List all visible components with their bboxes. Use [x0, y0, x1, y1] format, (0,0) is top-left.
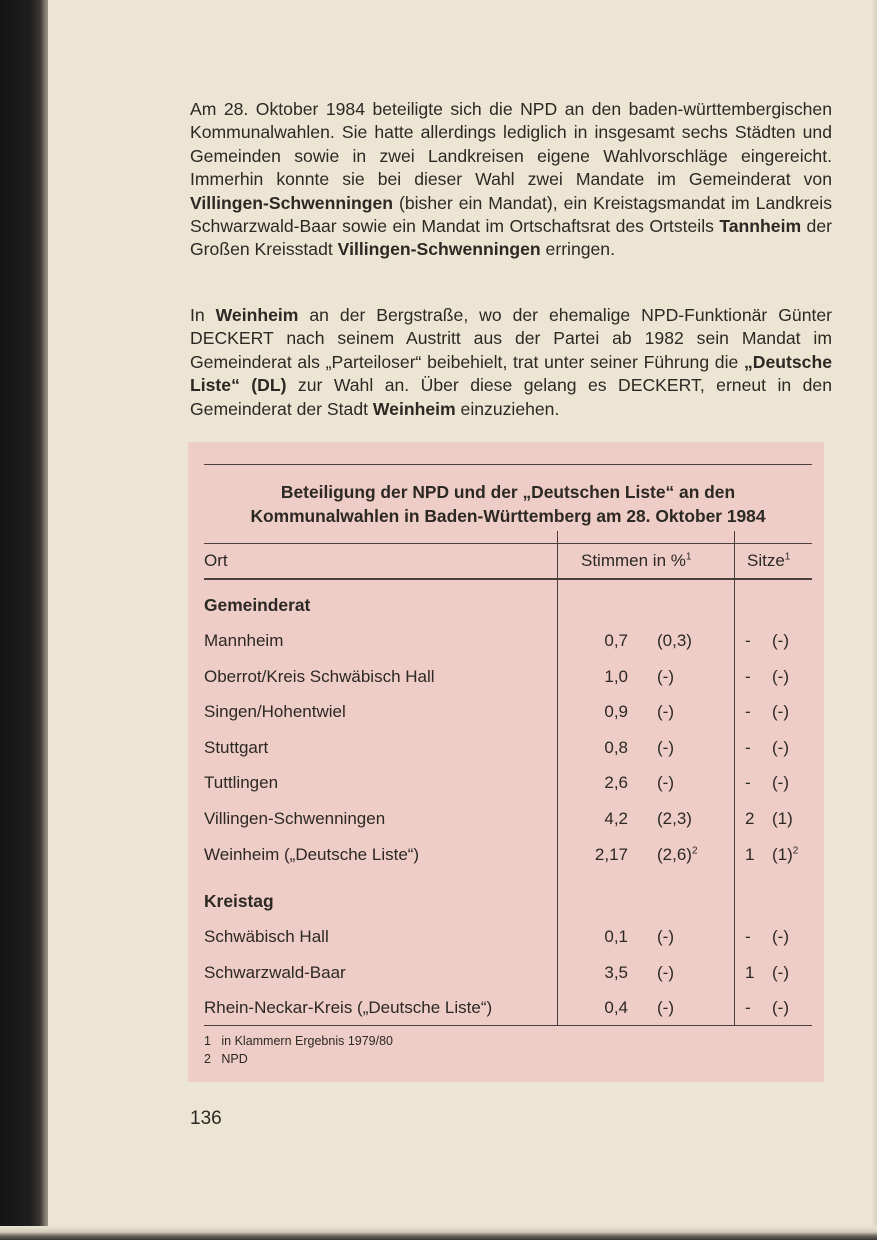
table-title-line-2: Kommunalwahlen in Baden-Württemberg am 28. Oktober 1984 — [250, 506, 766, 526]
bold-place-name: Weinheim — [215, 305, 299, 325]
cell-ort — [204, 666, 435, 688]
table-box — [188, 442, 824, 1082]
cell-stimmen — [568, 962, 628, 984]
cell-ort — [204, 926, 329, 948]
footnote-ref: 2 — [691, 845, 698, 857]
bold-place-name: Tannheim — [719, 216, 802, 237]
cell-sitze-value: - — [745, 927, 751, 946]
cell-ort — [204, 808, 385, 830]
cell-stimmen-value: 3,5 — [604, 963, 628, 982]
cell-stimmen-value: 0,9 — [604, 702, 628, 721]
header-rule-bottom — [204, 578, 812, 580]
footnote-ref: 1 — [685, 551, 692, 563]
cell-ort-value: Mannheim — [204, 631, 284, 650]
footnote-number: 2 — [204, 1052, 211, 1066]
cell-sitze-prev — [772, 772, 789, 794]
cell-sitze-value: 1 — [745, 963, 755, 982]
cell-sitze-prev — [772, 737, 789, 759]
paragraph-text: erringen. — [540, 239, 615, 260]
bold-place-name: Villingen-Schwenningen — [337, 239, 541, 260]
cell-sitze-value: - — [745, 773, 751, 792]
cell-stimmen-value: 2,6 — [604, 773, 628, 792]
paragraph-text: der Großen Kreisstadt — [190, 216, 832, 260]
cell-sitze-prev — [772, 962, 789, 984]
cell-stimmen — [568, 737, 628, 759]
cell-stimmen-prev-value: (2,3) — [657, 809, 692, 828]
cell-sitze-prev-value: (-) — [772, 773, 789, 792]
header-sitze-label: Sitze — [747, 551, 785, 570]
footnote-ref: 2 — [792, 845, 799, 857]
cell-sitze-prev — [772, 701, 789, 723]
header-sitze — [747, 550, 790, 572]
table-top-rule — [204, 464, 812, 465]
cell-sitze-value: - — [745, 998, 751, 1017]
cell-sitze-prev — [772, 666, 789, 688]
cell-sitze-prev-value: (1) — [772, 809, 793, 828]
cell-sitze-prev — [772, 808, 793, 830]
cell-ort-value: Singen/Hohentwiel — [204, 702, 346, 721]
cell-stimmen-prev-value: (2,6) — [657, 845, 692, 864]
cell-sitze-prev — [772, 926, 789, 948]
paragraph-text: (bisher ein Mandat), ein Kreistagsmandat im Landkreis Schwarzwald-Baar sowie ein Mandat im Ortschaftsrat des Ortsteils — [190, 192, 832, 237]
cell-stimmen-prev-value: (-) — [657, 998, 674, 1017]
paragraph-text: zur Wahl an. Über diese gelang es DECKERT, erneut in den Gemeinderat der Stadt — [190, 375, 832, 419]
footnote-text: NPD — [221, 1052, 248, 1066]
cell-stimmen-prev-value: (-) — [657, 702, 674, 721]
cell-stimmen-value: 2,17 — [594, 845, 628, 864]
footnote-text: in Klammern Ergebnis 1979/80 — [221, 1034, 393, 1048]
header-ort: Ort — [204, 551, 228, 570]
cell-ort — [204, 737, 268, 759]
paragraph-text: In — [190, 305, 216, 325]
footnote-2 — [204, 1052, 248, 1067]
footnote-ref: 1 — [784, 551, 791, 563]
page-right-edge — [871, 0, 877, 1240]
cell-sitze-prev-value: (-) — [772, 702, 789, 721]
cell-stimmen-prev — [657, 844, 698, 866]
section-kreistag: Kreistag — [204, 891, 274, 911]
footnote-1 — [204, 1034, 393, 1049]
cell-sitze — [745, 844, 754, 866]
paragraph-text: Am 28. Oktober 1984 beteiligte sich die NPD an den baden-württembergischen Kommunalwahlen. Sie hatte allerdings lediglich in insgesamt sechs Städten und Gemeinden sowie in zwei Landkreisen eigene Wahlvorschläge eingereicht. Immerhin konnte sie bei dieser Wahl zwei Mandate im Gemeinderat von — [190, 99, 832, 190]
cell-stimmen-prev-value: (-) — [657, 927, 674, 946]
cell-ort — [204, 844, 419, 866]
cell-sitze-prev — [772, 997, 789, 1019]
cell-sitze — [745, 772, 751, 794]
cell-ort — [204, 997, 492, 1019]
cell-stimmen-value: 1,0 — [604, 667, 628, 686]
cell-sitze-value: - — [745, 702, 751, 721]
cell-ort — [204, 701, 346, 723]
table-bottom-rule — [204, 1025, 812, 1026]
cell-stimmen-prev — [657, 701, 674, 723]
paragraph-text: einzuziehen. — [455, 398, 560, 419]
cell-ort-value: Schwarzwald-Baar — [204, 963, 346, 982]
header-stimmen — [581, 550, 691, 572]
cell-ort — [204, 630, 283, 652]
cell-ort-value: Stuttgart — [204, 738, 269, 757]
bold-party-name: „Deutsche Liste“ (DL) — [190, 351, 832, 396]
cell-stimmen-prev — [657, 997, 674, 1019]
section-gemeinderat: Gemeinderat — [204, 595, 311, 615]
bold-place-name: Villingen-Schwenningen — [190, 192, 393, 213]
table-title — [196, 480, 820, 528]
cell-stimmen-prev-value: (-) — [657, 667, 674, 686]
cell-sitze-prev — [772, 630, 789, 652]
book-binding-shadow — [0, 0, 48, 1240]
cell-sitze-value: - — [745, 631, 751, 650]
cell-stimmen-prev — [657, 962, 674, 984]
cell-stimmen — [568, 666, 628, 688]
cell-stimmen-value: 0,8 — [604, 738, 628, 757]
cell-stimmen-value: 0,1 — [604, 927, 628, 946]
cell-stimmen-prev — [657, 808, 692, 830]
cell-ort-value: Oberrot/Kreis Schwäbisch Hall — [204, 667, 435, 686]
column-divider-1 — [557, 531, 558, 1025]
cell-stimmen-prev — [657, 772, 674, 794]
cell-stimmen — [568, 844, 628, 866]
cell-stimmen — [568, 772, 628, 794]
cell-sitze — [745, 926, 751, 948]
cell-sitze — [745, 630, 751, 652]
cell-sitze-value: - — [745, 738, 751, 757]
cell-stimmen — [568, 630, 628, 652]
cell-stimmen — [568, 701, 628, 723]
cell-sitze-value: 2 — [745, 809, 755, 828]
cell-sitze-value: 1 — [745, 845, 755, 864]
cell-sitze-prev-value: (-) — [772, 963, 789, 982]
cell-sitze — [745, 808, 754, 830]
table-title-line-1: Beteiligung der NPD und der „Deutschen Liste“ an den — [280, 482, 736, 502]
cell-sitze — [745, 962, 754, 984]
cell-stimmen-prev-value: (-) — [657, 963, 674, 982]
cell-sitze-prev-value: (-) — [772, 927, 789, 946]
cell-stimmen-prev — [657, 630, 692, 652]
footnote-number: 1 — [204, 1034, 211, 1048]
cell-stimmen-prev-value: (-) — [657, 773, 674, 792]
cell-stimmen — [568, 997, 628, 1019]
cell-stimmen-value: 4,2 — [604, 809, 628, 828]
cell-sitze — [745, 997, 751, 1019]
cell-ort-value: Schwäbisch Hall — [204, 927, 329, 946]
cell-stimmen — [568, 808, 628, 830]
cell-stimmen-prev — [657, 926, 674, 948]
page-bottom-edge — [0, 1226, 877, 1240]
cell-sitze-prev-value: (-) — [772, 631, 789, 650]
cell-stimmen-prev-value: (0,3) — [657, 631, 692, 650]
cell-ort-value: Weinheim („Deutsche Liste“) — [204, 845, 420, 864]
cell-stimmen-prev — [657, 666, 674, 688]
cell-stimmen-prev — [657, 737, 674, 759]
cell-sitze-prev-value: (-) — [772, 738, 789, 757]
cell-sitze — [745, 737, 751, 759]
page-number: 136 — [190, 1108, 222, 1129]
cell-ort-value: Villingen-Schwenningen — [204, 809, 386, 828]
cell-sitze — [745, 701, 751, 723]
column-divider-2 — [734, 531, 735, 1025]
cell-sitze-prev-value: (1) — [772, 845, 793, 864]
cell-sitze-prev — [772, 844, 798, 866]
cell-sitze-prev-value: (-) — [772, 667, 789, 686]
cell-sitze-value: - — [745, 667, 751, 686]
cell-stimmen-value: 0,4 — [604, 998, 628, 1017]
cell-ort — [204, 772, 278, 794]
cell-stimmen-prev-value: (-) — [657, 738, 674, 757]
cell-stimmen — [568, 926, 628, 948]
cell-ort — [204, 962, 346, 984]
header-stimmen-label: Stimmen in % — [581, 551, 686, 570]
cell-stimmen-value: 0,7 — [604, 631, 628, 650]
header-rule-top — [204, 543, 812, 544]
cell-sitze-prev-value: (-) — [772, 998, 789, 1017]
paragraph-text: an der Bergstraße, wo der ehemalige NPD-Funktionär Günter DECKERT nach seinem Austritt aus der Partei ab 1982 sein Mandat im Gemeinderat als „Parteiloser“ beibehielt, trat unter seiner Führung die — [190, 305, 833, 372]
cell-ort-value: Tuttlingen — [204, 773, 279, 792]
paragraph-2 — [190, 304, 832, 421]
cell-sitze — [745, 666, 751, 688]
bold-place-name: Weinheim — [372, 398, 456, 419]
paragraph-1 — [190, 98, 832, 262]
cell-ort-value: Rhein-Neckar-Kreis („Deutsche Liste“) — [204, 998, 493, 1017]
